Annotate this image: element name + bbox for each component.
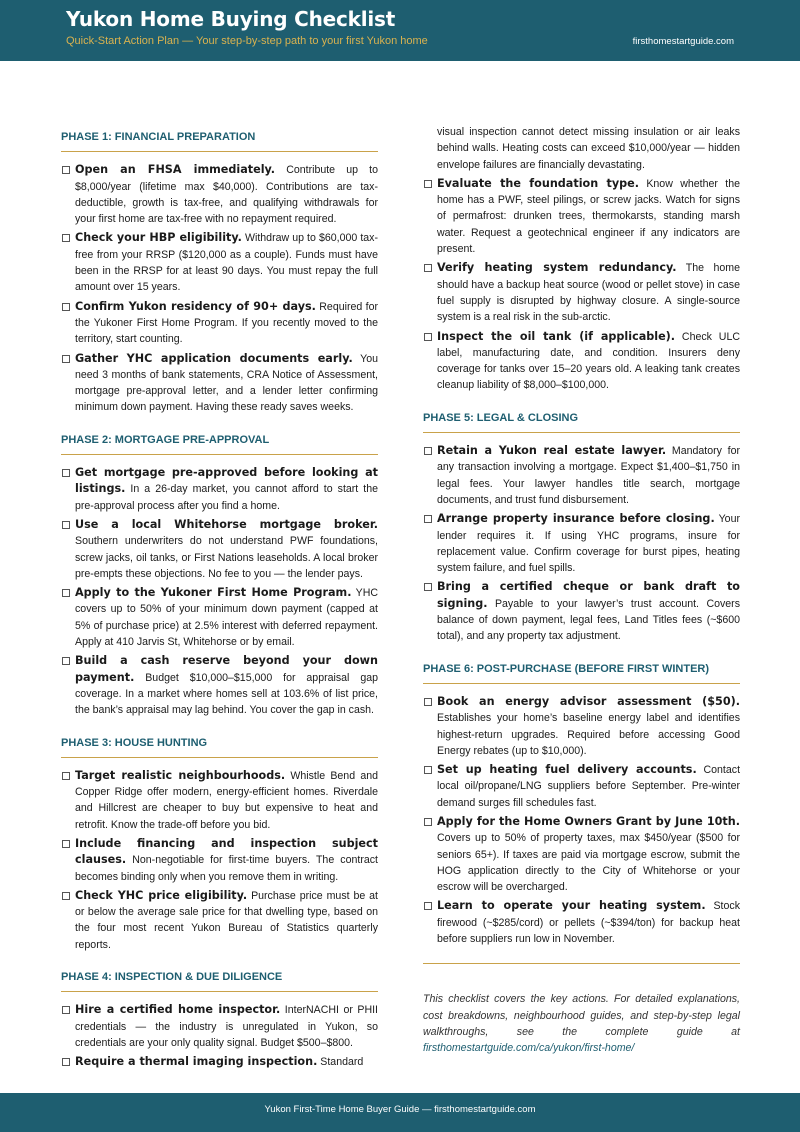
checkbox[interactable] <box>62 469 70 477</box>
checklist-item-title: Arrange property insurance before closing. <box>437 512 715 526</box>
checklist-item <box>61 653 378 718</box>
checklist-item-title: Set up heating fuel delivery accounts. <box>437 763 697 777</box>
checklist-item-text: Whistle Bend and Copper Ridge offer modern, energy-efficient homes. Riverdale and Hillcrest are cheaper to buy but expensive to heat and retrofit. Know the trade-off before you bid. <box>75 769 378 831</box>
checklist-item-title: Use a local Whitehorse mortgage broker. <box>75 517 378 531</box>
phase-4-heading: PHASE 4: INSPECTION & DUE DILIGENCE <box>61 964 378 992</box>
closing-note-text: This checklist covers the key actions. For detailed explanations, cost breakdowns, neighbourhood guides, and step-by-step legal walkthroughs, see the complete guide at <box>423 993 740 1038</box>
guide-link[interactable]: firsthomestartguide.com/ca/yukon/first-home/ <box>423 1042 635 1055</box>
checkbox[interactable] <box>424 333 432 341</box>
footer-text: Yukon First-Time Home Buyer Guide — firsthomestartguide.com <box>264 1104 536 1115</box>
checklist-item <box>423 579 740 644</box>
checklist-item-text: Your lender requires it. If using YHC programs, insure for replacement value. Confirm coverage for burst pipes, heating system failure, and fuel spills. <box>437 513 740 575</box>
checklist-item <box>423 511 740 576</box>
checkbox[interactable] <box>62 303 70 311</box>
checklist-item-title: Learn to operate your heating system. <box>437 899 706 913</box>
checklist-item-text: Check ULC label, manufacturing date, and condition. Insurers deny coverage for tanks over 15–20 years old. A leaking tank creates cleanup liability of $8,000–$100,000. <box>437 330 741 392</box>
checkbox[interactable] <box>62 1006 70 1014</box>
page-title: Yukon Home Buying Checklist <box>66 7 396 31</box>
checklist-item-title: Gather YHC application documents early. <box>75 351 353 365</box>
closing-note <box>423 991 740 1056</box>
checklist-item-title: Bring a certified cheque or bank draft to signing. <box>437 580 740 610</box>
checklist-item <box>61 768 378 833</box>
phase-4-list-continued <box>423 176 740 394</box>
phase-2-list <box>61 465 378 718</box>
phase-1-heading: PHASE 1: FINANCIAL PREPARATION <box>61 124 378 152</box>
checklist-item-text: YHC covers up to 50% of your minimum down payment (capped at 5% of purchase price) at 2.5% interest with deferred repayment. Apply at 410 Jarvis St, Whitehorse or by email. <box>75 587 378 649</box>
checklist-item <box>61 465 378 514</box>
checklist-item-text: Establishes your home’s baseline energy label and identifies highest-return upgrades. Required before accessing Good Energy rebates (up to $10,000). <box>437 712 740 757</box>
checklist-item-text: Non-negotiable for first-time buyers. The contract becomes binding only when you remove them in writing. <box>75 854 378 883</box>
checklist-item <box>423 762 740 811</box>
checklist-item-text: Required for the Yukoner First Home Program. If you recently moved to the territory, start counting. <box>75 300 378 346</box>
checklist-item-title: Target realistic neighbourhoods. <box>75 768 286 782</box>
page-subtitle: Quick-Start Action Plan — Your step-by-step path to your first Yukon home <box>66 35 428 47</box>
checklist-item-text: Standard <box>317 1056 364 1069</box>
checkbox[interactable] <box>62 657 70 665</box>
checklist-item <box>423 814 740 895</box>
checklist-item <box>61 888 378 953</box>
checklist-item-text: You need 3 months of bank statements, CRA Notice of Assessment, mortgage pre-approval letter, and a lender letter confirming minimum down payment. Having these ready saves weeks. <box>75 352 378 414</box>
checklist-item-title: Check your HBP eligibility. <box>75 231 242 245</box>
phase-4-continuation: visual inspection cannot detect missing insulation or air leaks behind walls. Heating costs can exceed $10,000/year — hidden envelope failures are financially devastating. <box>437 126 740 171</box>
checkbox[interactable] <box>62 772 70 780</box>
right-column <box>423 124 740 1057</box>
checkbox[interactable] <box>62 840 70 848</box>
checklist-item-text: Mandatory for any transaction involving a mortgage. Expect $1,400–$1,750 in legal fees. Your lawyer handles title search, mortgage documents, and trust fund disbursement. <box>437 445 740 506</box>
checklist-item-text: Stock firewood (~$285/cord) or pellets (~$394/ton) for backup heat before suppliers run low in November. <box>437 900 740 946</box>
phase-1-list <box>61 162 378 415</box>
checklist-item <box>61 1002 378 1051</box>
checklist-item-title: Apply for the Home Owners Grant by June 10th. <box>437 814 740 828</box>
checklist-item-title: Inspect the oil tank (if applicable). <box>437 329 676 343</box>
checklist-item-title: Require a thermal imaging inspection. <box>75 1055 318 1069</box>
checklist-item <box>423 260 740 325</box>
checklist-item-title: Build a cash reserve beyond your down payment. <box>75 654 378 684</box>
header-site-link[interactable]: firsthomestartguide.com <box>632 36 734 47</box>
phase-5-list <box>423 443 740 645</box>
checkbox[interactable] <box>424 180 432 188</box>
checklist-item <box>423 329 740 394</box>
checklist-item-text: Know whether the home has a PWF, steel pilings, or screw jacks. Watch for signs of permafrost: drunken trees, thermokarsts, standing marsh water. Request a geotechnical engineer if any indicators are present. <box>437 177 740 256</box>
checklist-item-title: Evaluate the foundation type. <box>437 176 639 190</box>
checklist-item-title: Hire a certified home inspector. <box>75 1003 281 1017</box>
checklist-item-title: Confirm Yukon residency of 90+ days. <box>75 299 316 313</box>
checklist-item-text: Contact local oil/propane/LNG suppliers before September. Pre-winter demand surges fill schedules fast. <box>437 764 741 809</box>
checklist-item-title: Include financing and inspection subject clauses. <box>75 836 378 867</box>
phase-4-list <box>61 1002 378 1070</box>
checkbox[interactable] <box>424 264 432 272</box>
page-header <box>0 0 800 61</box>
checkbox[interactable] <box>424 766 432 774</box>
left-column <box>61 124 378 1074</box>
checkbox[interactable] <box>62 166 70 174</box>
checklist-item-title: Check YHC price eligibility. <box>75 888 248 902</box>
checklist-item-title: Book an energy advisor assessment ($50). <box>437 694 740 708</box>
checklist-item-text: Purchase price must be at or below the average sale price for that dwelling type, based on the four most recent Yukon Bureau of Statistics quarterly reports. <box>75 889 378 951</box>
checklist-item-text: Contribute up to $8,000/year (lifetime max $40,000). Contributions are tax-deductible, growth is tax-free, and qualifying withdrawals for your first home are tax-free with no repayment required. <box>75 164 379 226</box>
checklist-item-text: The home should have a backup heat source (wood or pellet stove) in case fuel supply is disrupted by highway closure. A single-source system is a real risk in the sub-arctic. <box>437 262 740 324</box>
checklist-item <box>423 176 740 257</box>
phase-2-heading: PHASE 2: MORTGAGE PRE-APPROVAL <box>61 427 378 455</box>
phase-5-heading: PHASE 5: LEGAL & CLOSING <box>423 405 740 433</box>
checkbox[interactable] <box>424 818 432 826</box>
checklist-item-text: Covers up to 50% of property taxes, max $450/year ($500 for seniors 65+). If taxes are paid via mortgage escrow, submit the HOG application directly to the City of Whitehorse or your escrow will be overcharged. <box>437 832 740 894</box>
checklist-item <box>61 299 378 348</box>
checkbox[interactable] <box>62 521 70 529</box>
checkbox[interactable] <box>62 892 70 900</box>
checklist-item-text: In a 26-day market, you cannot afford to start the pre-approval process after you find a home. <box>75 483 378 512</box>
checklist-item-text: Budget $10,000–$15,000 for appraisal gap coverage. In a market where homes sell at 103.6% of list price, the bank’s appraisal may lag behind. You cover the gap in cash. <box>75 671 378 717</box>
checklist-item-title: Open an FHSA immediately. <box>75 163 276 177</box>
checklist-item <box>61 585 378 650</box>
checklist-item <box>423 694 740 759</box>
checklist-item <box>423 443 740 508</box>
phase-3-heading: PHASE 3: HOUSE HUNTING <box>61 730 378 758</box>
checklist-item-title: Verify heating system redundancy. <box>437 261 677 275</box>
checklist-item <box>61 230 378 295</box>
checklist-item-text: Southern underwriters do not understand PWF foundations, screw jacks, oil tanks, or First Nations leaseholds. A local broker pre-empts these objections. No fee to you — the lender pays. <box>75 535 378 580</box>
checkbox[interactable] <box>424 515 432 523</box>
checklist-item-text: Payable to your lawyer’s trust account. Covers balance of down payment, legal fees, Land Titles fees (~$600 total), and any property tax adjustment. <box>437 597 740 643</box>
checkbox[interactable] <box>62 355 70 363</box>
checkbox[interactable] <box>62 589 70 597</box>
checkbox[interactable] <box>424 698 432 706</box>
checklist-item <box>61 517 378 582</box>
section-divider <box>423 963 740 964</box>
phase-6-heading: PHASE 6: POST-PURCHASE (BEFORE FIRST WINTER) <box>423 656 740 684</box>
phase-6-list <box>423 694 740 947</box>
checklist-item <box>61 1054 378 1070</box>
checklist-item-title: Get mortgage pre-approved before looking at listings. <box>75 466 378 496</box>
checkbox[interactable] <box>62 1058 70 1066</box>
checklist-item-text: Withdraw up to $60,000 tax-free from your RRSP ($120,000 as a couple). Funds must have been in the RRSP for at least 90 days. You must repay the full amount over 15 years. <box>75 232 378 294</box>
phase-3-list <box>61 768 378 953</box>
checklist-item <box>423 898 740 947</box>
checklist-item <box>61 162 378 227</box>
checklist-item-title: Apply to the Yukoner First Home Program. <box>75 586 352 600</box>
checklist-item-title: Retain a Yukon real estate lawyer. <box>437 444 667 458</box>
checkbox[interactable] <box>424 447 432 455</box>
checkbox[interactable] <box>62 234 70 242</box>
checklist-item <box>61 351 378 416</box>
checklist-item <box>61 836 378 885</box>
checkbox[interactable] <box>424 902 432 910</box>
page-footer <box>0 1093 800 1132</box>
checklist-item-text: InterNACHI or PHII credentials — the industry is unregulated in Yukon, so credentials are your only quality signal. Budget $500–$800. <box>75 1004 379 1049</box>
checkbox[interactable] <box>424 583 432 591</box>
